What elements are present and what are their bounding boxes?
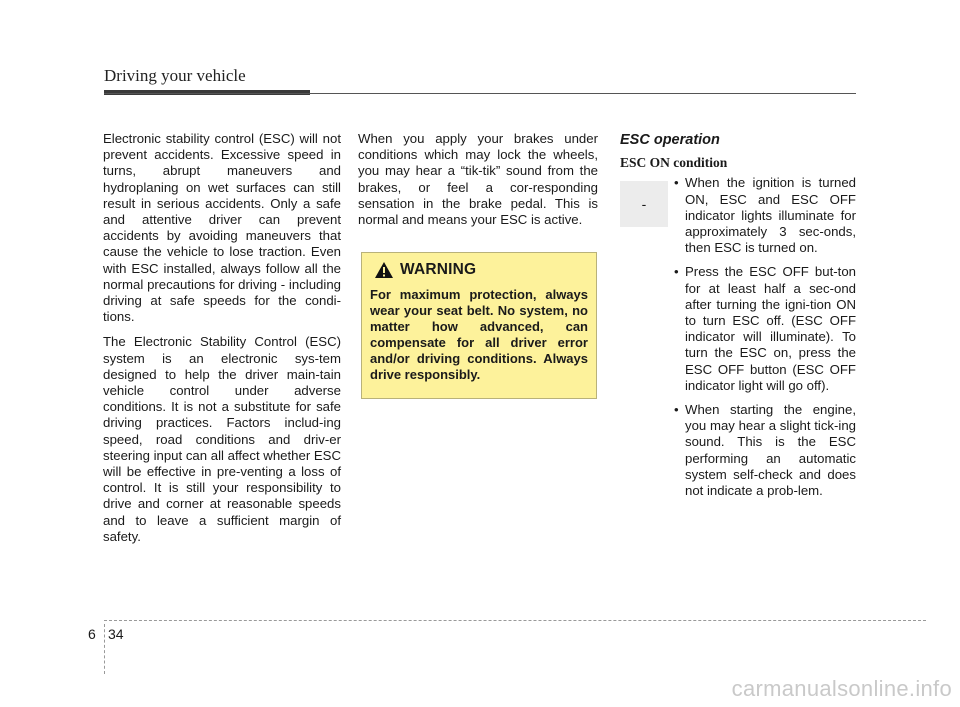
footer-rule bbox=[104, 620, 926, 621]
watermark-text: carmanualsonline.info bbox=[731, 676, 952, 701]
warning-title: WARNING bbox=[400, 261, 477, 278]
middle-column bbox=[358, 131, 598, 237]
esc-on-content bbox=[620, 175, 856, 499]
page-header-title: Driving your vehicle bbox=[104, 66, 246, 85]
warning-body: For maximum protection, always wear your seat belt. No system, no matter how advanced, can compensate for all driver error and/or driving conditions. Always drive responsibly. bbox=[370, 287, 588, 382]
subheading: ESC ON condition bbox=[620, 155, 728, 171]
right-column bbox=[620, 131, 856, 507]
list-item: • When the ignition is turned ON, ESC and ESC OFF indicator lights illuminate for approximately 3 sec-onds, then ESC is turned on. bbox=[674, 175, 856, 256]
esc-caution-paragraph: Electronic stability control (ESC) will not prevent accidents. Excessive speed in turns, abrupt maneuvers and hydroplaning on wet surfaces can still result in serious accidents. Only a safe and attentive driver can prevent accidents by avoiding maneuvers that cause the vehicle to lose traction. Even with ESC installed, always follow all the normal precautions for driving - including driving at safe speeds for the condi-tions. bbox=[103, 131, 341, 325]
list-item: • When starting the engine, you may hear a slight tick-ing sound. This is the ESC performing an automatic system self-check and does not indicate a prob-lem. bbox=[674, 402, 856, 499]
warning-triangle-icon bbox=[374, 261, 394, 279]
chapter-number: 6 bbox=[88, 626, 96, 642]
brake-sound-paragraph: When you apply your brakes under conditions which may lock the wheels, you may hear a “tik-tik” sound from the brakes, or feel a cor-responding sensation in the brake pedal. This is normal and means your ESC is active. bbox=[358, 131, 598, 228]
indicator-label: - bbox=[641, 196, 647, 213]
list-item: • Press the ESC OFF but-ton for at least half a sec-ond after turning the igni-tion ON to turn ESC off. (ESC OFF indicator will illuminate). To turn the ESC on, press the ESC OFF button (ESC OFF indicator light will go off). bbox=[674, 264, 856, 394]
warning-box bbox=[361, 252, 597, 399]
header-rule bbox=[104, 93, 856, 94]
page-number: 34 bbox=[108, 626, 124, 642]
section-title: ESC operation bbox=[620, 132, 720, 148]
esc-description-paragraph: The Electronic Stability Control (ESC) system is an electronic sys-tem designed to help the driver main-tain vehicle control under adverse conditions. It is not a substitute for safe driving practices. Factors includ-ing speed, road conditions and driv-er steering input can all affect whether ESC will be effective in pre-venting a loss of control. It is still your responsibility to drive and corner at reasonable speeds and to leave a sufficient margin of safety. bbox=[103, 334, 341, 544]
indicator-image-placeholder bbox=[620, 181, 668, 227]
footer-divider bbox=[104, 624, 105, 674]
left-column bbox=[103, 131, 341, 554]
warning-header bbox=[374, 261, 588, 279]
